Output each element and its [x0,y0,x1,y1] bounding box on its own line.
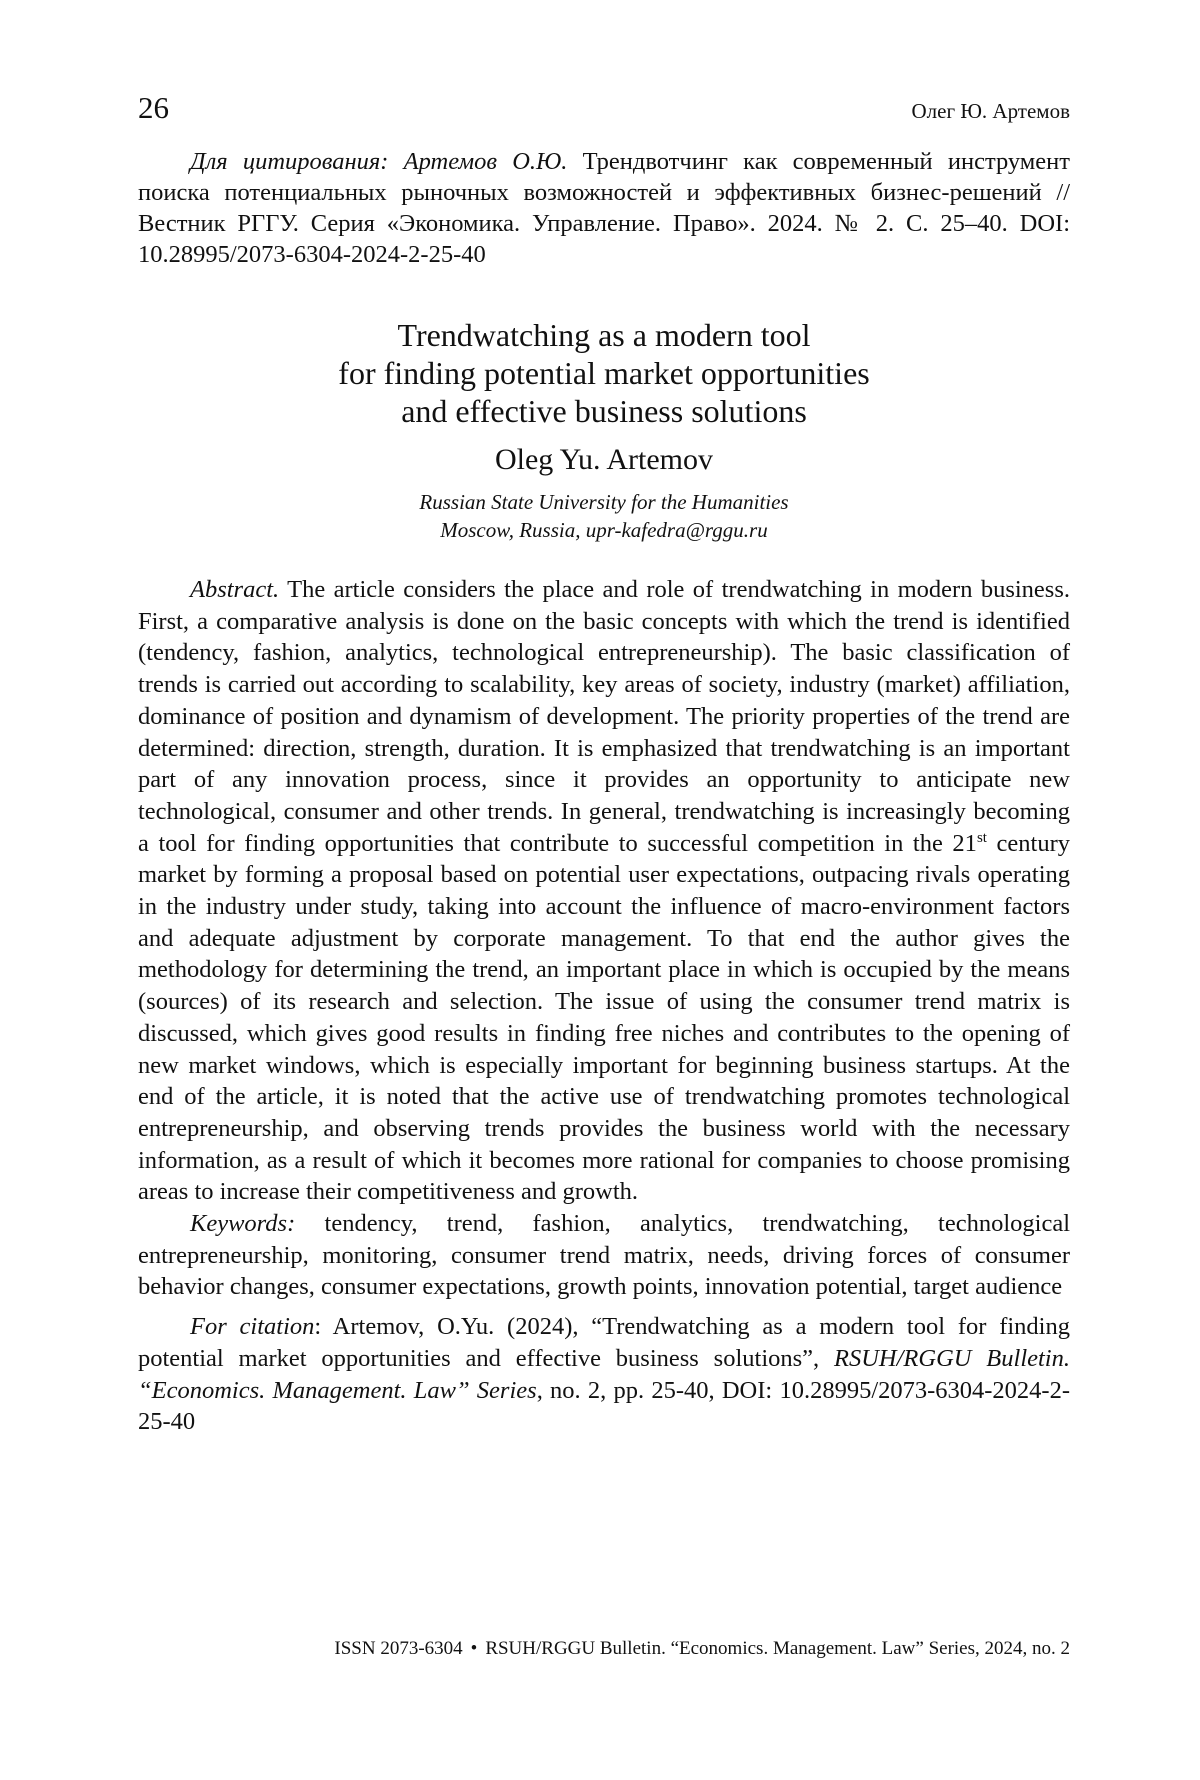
title-line-2: for finding potential market opportunities [138,354,1070,392]
abstract-text-part-1: The article considers the place and role of trendwatching in modern business. First, a comparative analysis is done on the basic concepts with which the trend is identified (tendency, fashion, analytics, technological entrepreneurship). The basic classification of trends is carried out according to scalability, key areas of society, industry (market) affiliation, dominance of position and dynamism of development. The priority properties of the trend are determined: direction, strength, duration. It is emphasized that trendwatching is an important part of any innovation process, since it provides an opportunity to anticipate new technological, consumer and other trends. In general, trendwatching is increasingly becoming a tool for finding opportunities that contribute to successful competition in the 21 [138,576,1070,857]
affiliation-location-email: Moscow, Russia, upr-kafedra@rggu.ru [138,516,1070,544]
abstract-paragraph [138,574,1070,1208]
russian-citation [138,146,1070,270]
keywords-text: tendency, trend, fashion, analytics, trendwatching, technological entrepreneurship, monitoring, consumer trend matrix, needs, driving forces of consumer behavior changes, consumer expectations, growth points, innovation potential, target audience [138,1210,1070,1300]
russian-citation-text: Трендвотчинг как современный инструмент поиска потенциальных рыночных возможностей и эффективных бизнес-решений // Вестник РГГУ. Серия «Экономика. Управление. Право». 2024. № 2. С. 25–40. DOI: 10.28995/2073-6304-2024-2-25-40 [138,148,1070,268]
page-number: 26 [138,90,169,126]
keywords-label: Keywords: [190,1210,295,1237]
journal-page [138,90,1070,1438]
citation-text-part-1: : Artemov, O.Yu. (2024), “Trendwatching as a modern tool for finding potential market opportunities and effective business solutions”, [138,1313,1070,1372]
citation-paragraph [138,1311,1070,1438]
keywords-paragraph [138,1208,1070,1303]
footer-journal: RSUH/RGGU Bulletin. “Economics. Management. Law” Series, 2024, no. 2 [485,1638,1070,1659]
footer-issn: ISSN 2073-6304 [334,1638,462,1659]
abstract-text-part-2: century market by forming a proposal based on potential user expectations, outpacing rivals operating in the industry under study, taking into account the influence of macro-environment factors and adequate adjustment by corporate management. To that end the author gives the methodology for determining the trend, an important place in which is occupied by the means (sources) of its research and selection. The issue of using the consumer trend matrix is discussed, which gives good results in finding free niches and contributes to the opening of new market windows, which is especially important for beginning business startups. At the end of the article, it is noted that the active use of trendwatching promotes technological entrepreneurship, and observing trends provides the business world with the necessary information, as a result of which it becomes more rational for companies to choose promising areas to increase their competitiveness and growth. [138,830,1070,1206]
citation-label: For citation [190,1313,314,1340]
article-title [138,316,1070,430]
author-name: Oleg Yu. Artemov [138,442,1070,478]
russian-citation-lead: Для цитирования: Артемов О.Ю. [190,148,567,175]
title-line-1: Trendwatching as a modern tool [138,316,1070,354]
affiliation-institution: Russian State University for the Humanities [138,488,1070,516]
abstract-label: Abstract. [190,576,279,603]
author-affiliation [138,488,1070,544]
running-head-author: Олег Ю. Артемов [911,99,1070,124]
citation-journal: RSUH/RGGU Bulletin. “Economics. Management. Law” Series [138,1345,1070,1404]
running-head [138,90,1070,130]
abstract-superscript: st [977,829,987,845]
footer-separator: • [471,1638,478,1659]
page-footer [138,1638,1070,1660]
citation-text-part-2: , no. 2, pp. 25-40, DOI: 10.28995/2073-6304-2024-2-25-40 [138,1377,1070,1436]
title-line-3: and effective business solutions [138,392,1070,430]
